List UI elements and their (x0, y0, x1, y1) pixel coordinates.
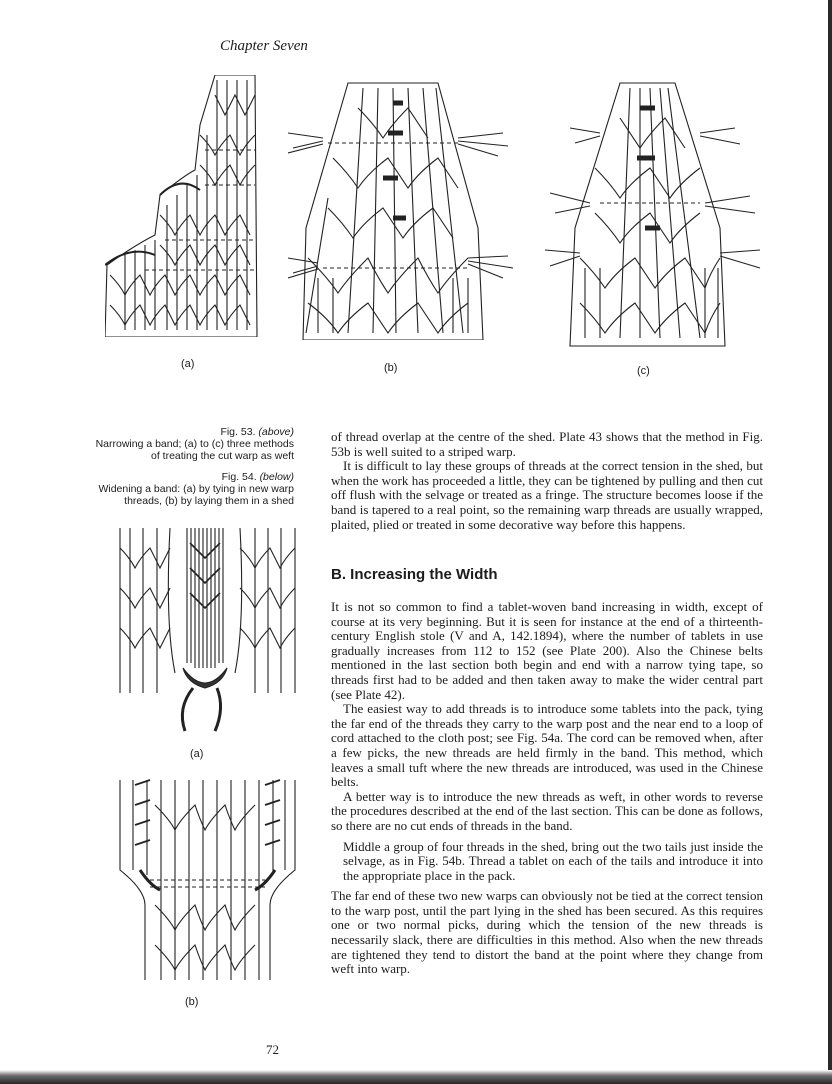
fig54-caption-text: Widening a band: (a) by tying in new warp threads, (b) by laying them in a shed (98, 483, 294, 507)
body-text-top (331, 430, 763, 532)
fig54-position: (below) (259, 471, 294, 483)
figure-53c-drawing (540, 78, 765, 348)
fig53-number: Fig. 53. (220, 426, 256, 438)
fig54-number: Fig. 54. (221, 471, 257, 483)
figure-54a-label: (a) (190, 748, 204, 760)
paragraph-1: of thread overlap at the centre of the shed. Plate 43 shows that the method in Fig. 53b is well suited to a striped warp. (331, 429, 763, 459)
paragraph-7: The far end of these two new warps can obviously not be tied at the correct tension to the warp post, until the part lying in the shed has been secured. As this requires one or two normal picks, during which the tension of the new threads is necessarily slack, there are difficulties in this method. Also when the new threads are tightened they tend to distort the band at the point where they change from weft into warp. (331, 888, 763, 977)
fig53-caption-text: Narrowing a band; (a) to (c) three methods of treating the cut warp as weft (95, 438, 294, 462)
figure-53a (105, 75, 265, 337)
paragraph-3: It is not so common to find a tablet-woven band increasing in width, except of course at its very beginning. But it is seen for instance at the end of a thirteenth-century English stole (V and A, 142.1894), where the number of tablets in use gradually increases from 112 to 152 (see Plate 200). Also the Chinese belts mentioned in the last section both begin and end with a narrow tying tape, so threads first had to be added and then taken away to make the wider central part (see Plate 42). (331, 599, 763, 702)
running-head: Chapter Seven (220, 38, 308, 54)
figure-53c-label: (c) (637, 365, 650, 377)
section-heading: B. Increasing the Width (331, 566, 498, 583)
figure-53b (288, 78, 518, 340)
paragraph-2: It is difficult to lay these groups of threads at the correct tension in the shed, but when the work has proceeded a little, they can be tightened by pulling and then cut off flush with the selvage or treated as a fringe. The structure becomes loose if the band is tapered to a real point, so the remaining warp threads are usually wrapped, plaited, plied or treated in some decorative way before this happens. (331, 458, 763, 532)
figure-53-caption (94, 426, 294, 462)
figure-54-caption (94, 471, 294, 507)
paragraph-5: A better way is to introduce the new threads as weft, in other words to reverse the procedures described at the end of the last section. This can be done as follows, so there are no cut ends of threads in the band. (331, 788, 763, 833)
figure-54a-drawing (115, 523, 300, 733)
scan-edge-bottom (0, 1070, 832, 1084)
page-number: 72 (266, 1042, 279, 1057)
scan-edge-right (828, 0, 832, 1084)
paragraph-6: Middle a group of four threads in the shed, bring out the two tails just inside the selvage, as in Fig. 54b. Thread a tablet on each of the tails and introduce it into the appropriate place in the pack. (343, 838, 763, 883)
figure-54b-drawing (115, 775, 300, 985)
figure-53a-drawing (105, 75, 265, 337)
figure-54a (115, 523, 300, 733)
figure-53b-label: (b) (384, 362, 398, 374)
figure-53b-drawing (288, 78, 518, 340)
figure-53a-label: (a) (181, 358, 195, 370)
paragraph-4: The easiest way to add threads is to introduce some tablets into the pack, tying the far end of the threads they carry to the warp post and the near end to a loop of cord attached to the cloth post; see Fig. 54a. The cord can be removed when, after a few picks, the new threads are held firmly in the band. This method, which leaves a small tuft where the new threads are introduced, was used in the Chinese belts. (331, 701, 763, 790)
fig53-position: (above) (258, 426, 294, 438)
body-text-section-b (331, 600, 763, 977)
figure-53c (540, 78, 765, 348)
figure-54b (115, 775, 300, 985)
figure-54b-label: (b) (185, 996, 199, 1008)
